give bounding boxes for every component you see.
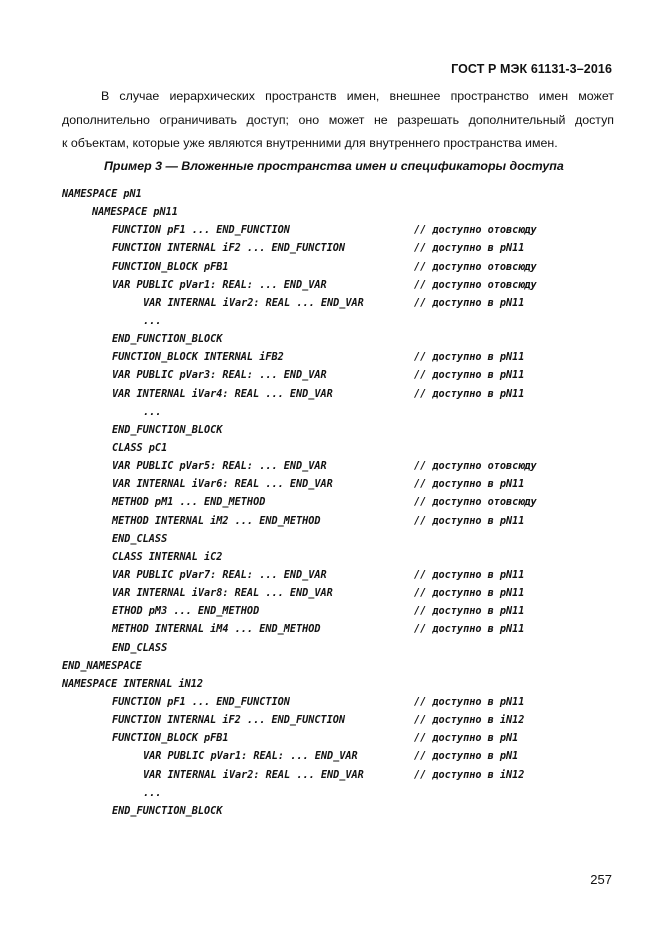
- code-text: END_CLASS: [112, 642, 168, 654]
- code-comment: // доступно отовсюду: [414, 225, 537, 237]
- code-line: [62, 440, 622, 458]
- code-line: [62, 513, 622, 531]
- document-header: ГОСТ Р МЭК 61131-3–2016: [451, 62, 612, 76]
- code-text: FUNCTION_BLOCK pFB1: [112, 733, 229, 745]
- code-line: [62, 585, 622, 603]
- code-text: CLASS pC1: [112, 442, 168, 454]
- code-text: METHOD INTERNAL iM4 ... END_METHOD: [112, 624, 321, 636]
- code-text: METHOD pM1 ... END_METHOD: [112, 497, 266, 509]
- code-line: [62, 567, 622, 585]
- code-line: [62, 204, 622, 222]
- code-text: FUNCTION pF1 ... END_FUNCTION: [112, 225, 290, 237]
- code-text: VAR PUBLIC pVar1: REAL: ... END_VAR: [112, 279, 327, 291]
- code-line: [62, 676, 622, 694]
- code-line: [62, 240, 622, 258]
- code-text: FUNCTION INTERNAL iF2 ... END_FUNCTION: [112, 715, 346, 727]
- intro-paragraph: [62, 85, 614, 156]
- code-comment: // доступно в pN11: [414, 297, 525, 309]
- code-line: [62, 295, 622, 313]
- code-comment: // доступно в pN11: [414, 515, 525, 527]
- code-line: [62, 531, 622, 549]
- code-text: CLASS INTERNAL iC2: [112, 551, 223, 563]
- code-text: NAMESPACE INTERNAL iN12: [62, 678, 204, 690]
- code-comment: // доступно в pN11: [414, 388, 525, 400]
- code-text: VAR PUBLIC pVar1: REAL: ... END_VAR: [143, 751, 358, 763]
- code-comment: // доступно в pN11: [414, 352, 525, 364]
- code-line: [62, 694, 622, 712]
- code-comment: // доступно в iN12: [414, 715, 525, 727]
- code-line: [62, 331, 622, 349]
- code-comment: // доступно в iN12: [414, 769, 525, 781]
- intro-line: к объектам, которые уже являются внутренними для внутреннего пространства имен.: [62, 136, 558, 150]
- code-line: [62, 222, 622, 240]
- code-text: VAR INTERNAL iVar2: REAL ... END_VAR: [143, 297, 364, 309]
- code-line: [62, 712, 622, 730]
- code-line: [62, 458, 622, 476]
- code-text: FUNCTION pF1 ... END_FUNCTION: [112, 696, 290, 708]
- code-line: [62, 785, 622, 803]
- code-text: VAR PUBLIC pVar7: REAL: ... END_VAR: [112, 569, 327, 581]
- intro-line: В случае иерархических пространств имен, внешнее пространство имен может: [101, 89, 614, 103]
- code-line: [62, 640, 622, 658]
- code-line: [62, 476, 622, 494]
- code-comment: // доступно в pN11: [414, 624, 525, 636]
- code-text: ETHOD pM3 ... END_METHOD: [112, 606, 260, 618]
- code-comment: // доступно в pN11: [414, 606, 525, 618]
- code-line: [62, 186, 622, 204]
- code-comment: // доступно отовсюду: [414, 461, 537, 473]
- code-text: NAMESPACE pN1: [62, 189, 142, 200]
- code-comment: // доступно в pN11: [414, 696, 525, 708]
- code-text: ...: [143, 315, 162, 327]
- code-comment: // доступно в pN1: [414, 751, 519, 763]
- code-text: END_FUNCTION_BLOCK: [112, 424, 223, 436]
- code-text: VAR INTERNAL iVar2: REAL ... END_VAR: [143, 769, 364, 781]
- code-comment: // доступно отовсюду: [414, 497, 537, 509]
- code-text: VAR PUBLIC pVar5: REAL: ... END_VAR: [112, 461, 327, 473]
- code-line: [62, 494, 622, 512]
- code-comment: // доступно в pN11: [414, 370, 525, 382]
- code-line: [62, 549, 622, 567]
- code-text: VAR INTERNAL iVar8: REAL ... END_VAR: [112, 588, 333, 600]
- code-comment: // доступно в pN11: [414, 588, 525, 600]
- code-line: [62, 603, 622, 621]
- code-text: NAMESPACE pN11: [92, 207, 178, 219]
- code-comment: // доступно отовсюду: [414, 261, 537, 273]
- code-line: [62, 658, 622, 676]
- code-line: [62, 386, 622, 404]
- code-text: END_FUNCTION_BLOCK: [112, 805, 223, 817]
- code-text: END_NAMESPACE: [62, 660, 142, 672]
- code-line: [62, 730, 622, 748]
- code-line: [62, 422, 622, 440]
- code-line: [62, 259, 622, 277]
- code-line: [62, 367, 622, 385]
- code-text: ...: [143, 406, 162, 418]
- code-comment: // доступно в pN11: [414, 569, 525, 581]
- example-title: Пример 3 — Вложенные пространства имен и спецификаторы доступа: [104, 159, 564, 173]
- page-number: 257: [590, 872, 612, 887]
- code-text: METHOD INTERNAL iM2 ... END_METHOD: [112, 515, 321, 527]
- code-text: END_FUNCTION_BLOCK: [112, 334, 223, 346]
- code-line: [62, 621, 622, 639]
- code-comment: // доступно в pN1: [414, 733, 519, 745]
- code-line: [62, 277, 622, 295]
- code-line: [62, 404, 622, 422]
- code-text: END_CLASS: [112, 533, 168, 545]
- code-text: FUNCTION_BLOCK INTERNAL iFB2: [112, 352, 284, 364]
- code-listing: [62, 186, 622, 821]
- code-text: FUNCTION_BLOCK pFB1: [112, 261, 229, 273]
- code-comment: // доступно в pN11: [414, 479, 525, 491]
- code-comment: // доступно отовсюду: [414, 279, 537, 291]
- code-text: VAR PUBLIC pVar3: REAL: ... END_VAR: [112, 370, 327, 382]
- code-text: VAR INTERNAL iVar4: REAL ... END_VAR: [112, 388, 333, 400]
- code-line: [62, 349, 622, 367]
- intro-line: дополнительно ограничивать доступ; оно может не разрешать дополнительный доступ: [62, 112, 614, 127]
- code-line: [62, 803, 622, 821]
- code-line: [62, 767, 622, 785]
- code-text: FUNCTION INTERNAL iF2 ... END_FUNCTION: [112, 243, 346, 255]
- code-line: [62, 748, 622, 766]
- code-line: [62, 313, 622, 331]
- code-comment: // доступно в pN11: [414, 243, 525, 255]
- code-text: ...: [143, 787, 162, 799]
- code-text: VAR INTERNAL iVar6: REAL ... END_VAR: [112, 479, 333, 491]
